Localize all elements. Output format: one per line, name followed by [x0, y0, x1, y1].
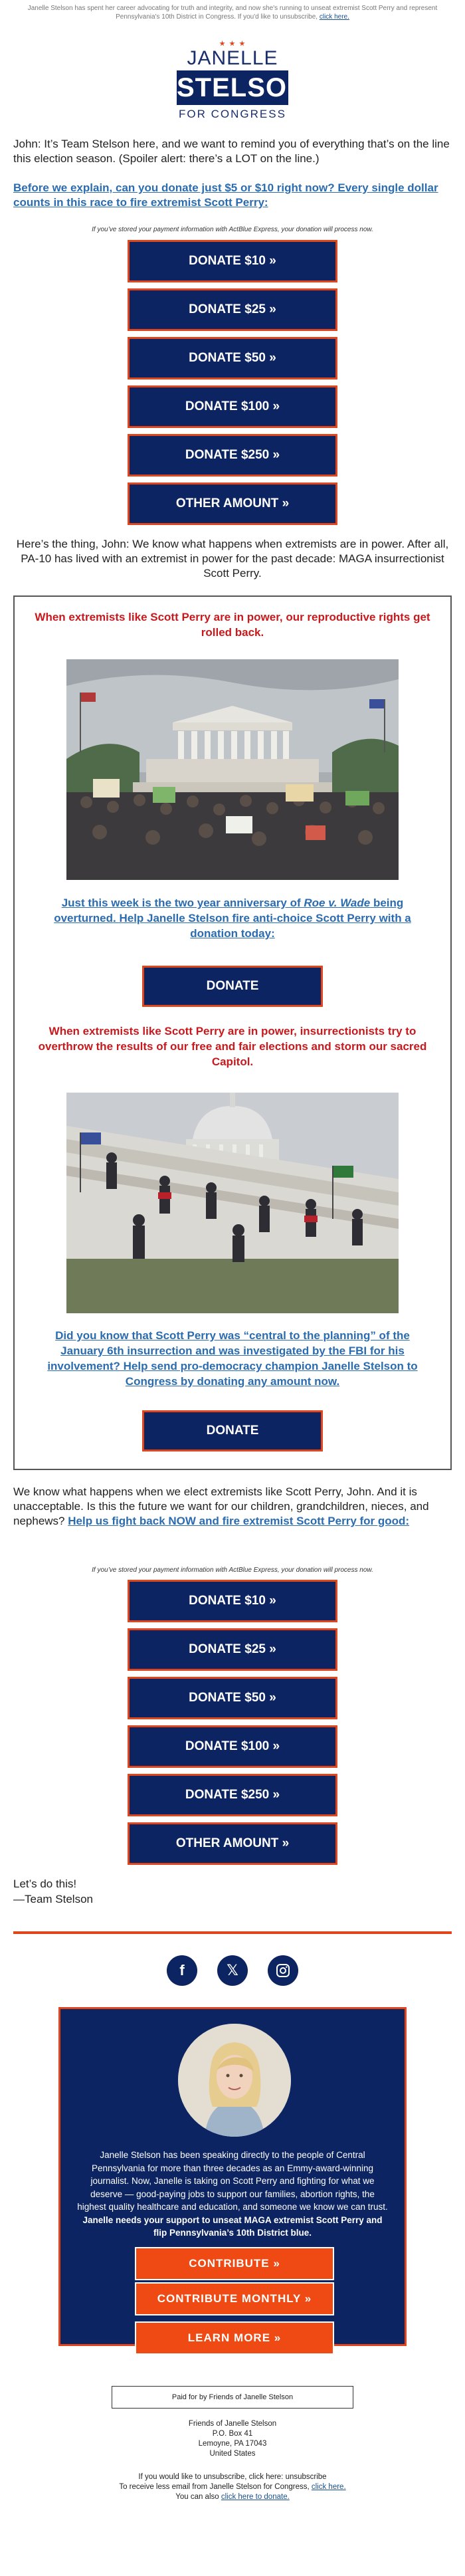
footer-country: United States — [209, 2450, 256, 2458]
footer-fewer-link[interactable]: click here. — [311, 2483, 346, 2491]
reproductive-rights-heading: When extremists like Scott Perry are in power, our reproductive rights get rolled back. — [35, 611, 430, 639]
context-paragraph: Here’s the thing, John: We know what happens when extremists are in power. After all, PA-10 has lived with an extremist in power for the past decade: MAGA insurrectionist Scott Perry. — [16, 538, 449, 580]
donate-other-button-2[interactable]: OTHER AMOUNT » — [128, 1822, 337, 1865]
supreme-court-photo-graphic — [66, 659, 399, 880]
donate-button-jan6[interactable]: DONATE — [142, 1410, 323, 1451]
avatar-graphic — [178, 2024, 291, 2137]
footer-city: Lemoyne, PA 17043 — [198, 2440, 267, 2448]
paid-for-disclaimer: Paid for by Friends of Janelle Stelson — [112, 2386, 353, 2409]
preheader — [27, 4, 438, 21]
capitol-photo-graphic — [66, 1093, 399, 1313]
logo-stars: ★ ★ ★ — [219, 40, 246, 48]
footer-fewer-text: To receive less email from Janelle Stelson for Congress, — [119, 2483, 312, 2491]
preheader-unsubscribe-link[interactable]: click here. — [319, 13, 349, 21]
footer-donate — [66, 2492, 399, 2502]
intro-paragraph: John: It’s Team Stelson here, and we want to remind you of everything that’s on the line this election season. (Spoiler alert: there’s a LOT on the line.) — [13, 138, 450, 165]
contribute-monthly-button[interactable]: CONTRIBUTE MONTHLY » — [135, 2282, 334, 2315]
insurrection-heading: When extremists like Scott Perry are in power, insurrectionists try to overthrow the results of our free and fair elections and storm our sacred Capitol. — [38, 1025, 427, 1068]
roe-link-text-a: Just this week is the two year anniversary of — [61, 897, 304, 909]
donate-25-button-2[interactable]: DONATE $25 » — [128, 1628, 337, 1671]
actblue-express-note-2: If you’ve stored your payment information with ActBlue Express, your donation will process now. — [92, 1566, 373, 1574]
bio-text-main: Janelle Stelson has been speaking directly to the people of Central Pennsylvania for more than three decades as an Emmy-award-winning journalist. Now, Janelle is taking on Scott Perry and fighting for what we deserve — good-paying jobs to support our families, abortion rights, the highest quality healthcare and education, and someone we know we can trust. — [77, 2150, 388, 2212]
future-paragraph-text: We know what happens when we elect extremists like Scott Perry, John. And it is unacceptable. Is this the future we want for our children, grandchildren, nieces, and nephews? — [13, 1485, 429, 1527]
footer-donate-text: You can also — [175, 2493, 221, 2501]
donate-10-button-2[interactable]: DONATE $10 » — [128, 1580, 337, 1622]
x-icon[interactable]: 𝕏 — [217, 1955, 248, 1986]
footer-org: Friends of Janelle Stelson — [188, 2420, 277, 2428]
future-paragraph — [13, 1485, 452, 1529]
roe-link-case-name: Roe v. Wade — [304, 897, 371, 909]
donate-button-roe[interactable]: DONATE — [142, 966, 323, 1007]
footer-donate-link[interactable]: click here to donate. — [221, 2493, 290, 2501]
campaign-logo — [177, 40, 307, 133]
learn-more-button[interactable]: LEARN MORE » — [135, 2321, 334, 2355]
signoff-line-1: Let’s do this! — [13, 1878, 77, 1890]
footer-fewer-email — [66, 2482, 399, 2492]
donate-250-button-2[interactable]: DONATE $250 » — [128, 1774, 337, 1816]
ask-paragraph — [13, 181, 452, 210]
supreme-court-protest-photo — [66, 659, 399, 880]
donate-10-button[interactable]: DONATE $10 » — [128, 240, 337, 282]
footer-po-box: P.O. Box 41 — [212, 2430, 253, 2438]
candidate-avatar — [178, 2024, 291, 2137]
facebook-icon[interactable]: f — [167, 1955, 197, 1986]
logo-subtitle: FOR CONGRESS — [179, 108, 286, 120]
bio-text-ask: Janelle needs your support to unseat MAGA extremist Scott Perry and flip Pennsylvania’s 10th District blue. — [82, 2214, 383, 2238]
roe-link-text-b: being overturned. Help Janelle Stelson fire anti-choice Scott Perry with a donation today: — [54, 897, 411, 940]
capitol-insurrection-photo — [66, 1093, 399, 1313]
donate-100-button-2[interactable]: DONATE $100 » — [128, 1725, 337, 1768]
footer-links — [66, 2472, 399, 2502]
bio-text — [75, 2149, 390, 2240]
january-6th-link[interactable]: Did you know that Scott Perry was “central to the planning” of the January 6th insurrection and was investigated by the FBI for his involvement? Help send pro-democracy champion Janelle Stelson to Congress by donating any amount now. — [47, 1329, 418, 1388]
signoff-line-2: —Team Stelson — [13, 1893, 93, 1905]
footer-unsubscribe[interactable]: If you would like to unsubscribe, click here: unsubscribe — [138, 2473, 327, 2481]
donate-250-button[interactable]: DONATE $250 » — [128, 434, 337, 477]
instagram-icon[interactable] — [268, 1955, 298, 1986]
donate-50-button-2[interactable]: DONATE $50 » — [128, 1677, 337, 1719]
mailing-address — [66, 2419, 399, 2459]
fight-back-link[interactable]: Help us fight back NOW and fire extremist Scott Perry for good: — [68, 1515, 410, 1527]
donate-50-button[interactable]: DONATE $50 » — [128, 337, 337, 379]
logo-first-name: JANELLE — [187, 47, 278, 69]
actblue-express-note: If you’ve stored your payment information with ActBlue Express, your donation will process now. — [92, 226, 373, 233]
ask-donate-link[interactable]: Before we explain, can you donate just $5 or $10 right now? Every single dollar counts in this race to fire extremist Scott Perry: — [13, 181, 438, 209]
logo-last-name: STELSON — [177, 70, 288, 105]
contribute-button[interactable]: CONTRIBUTE » — [135, 2247, 334, 2280]
preheader-text: Janelle Stelson has spent her career advocating for truth and integrity, and now she's running to unseat extremist Scott Perry and represent Pennsylvania's 10th District in Congress. If you'd like to unsubscribe, — [27, 5, 438, 21]
donate-100-button[interactable]: DONATE $100 » — [128, 385, 337, 428]
roe-anniversary-link[interactable] — [40, 895, 425, 941]
footer-divider — [13, 1931, 452, 1934]
instagram-glyph — [275, 1963, 291, 1979]
donate-25-button[interactable]: DONATE $25 » — [128, 288, 337, 331]
donate-other-button[interactable]: OTHER AMOUNT » — [128, 483, 337, 525]
